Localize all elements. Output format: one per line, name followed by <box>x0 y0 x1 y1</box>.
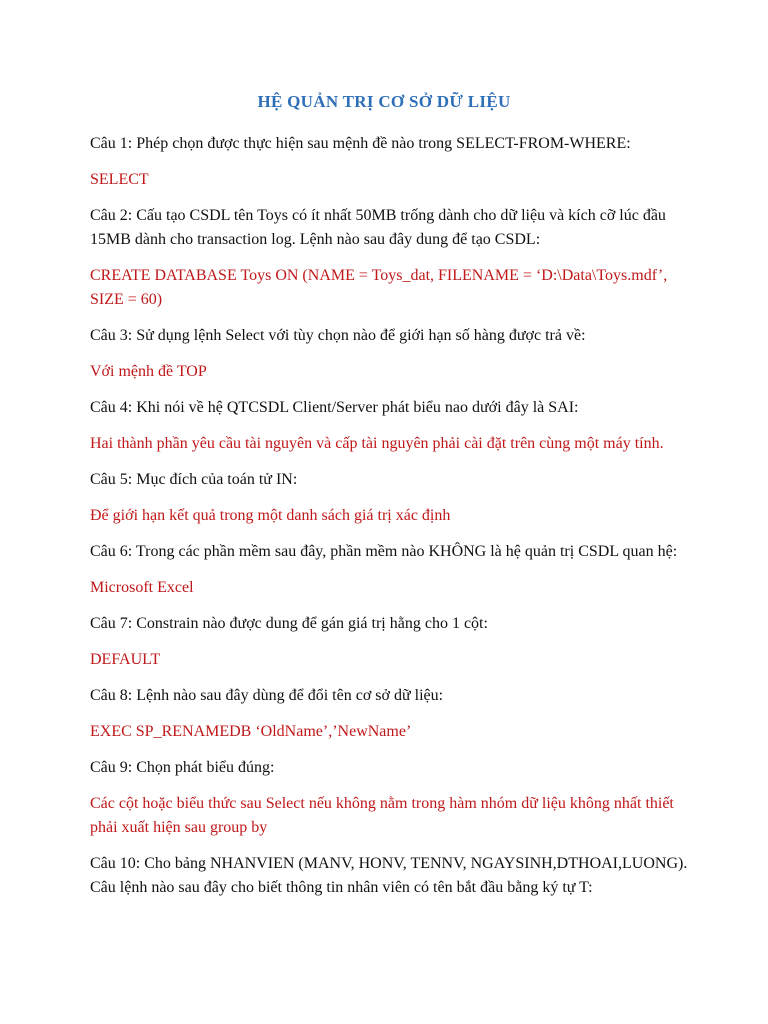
question-block-2 <box>90 204 698 312</box>
question-block-5 <box>90 468 698 528</box>
answer-6: Microsoft Excel <box>90 579 194 596</box>
answer-5: Để giới hạn kết quả trong một danh sách giá trị xác định <box>90 507 451 524</box>
question-1: Câu 1: Phép chọn được thực hiện sau mệnh đề nào trong SELECT-FROM-WHERE: <box>90 135 631 152</box>
question-4: Câu 4: Khi nói về hệ QTCSDL Client/Server phát biểu nao dưới đây là SAI: <box>90 399 579 416</box>
question-block-1 <box>90 132 698 192</box>
question-3: Câu 3: Sử dụng lệnh Select với tùy chọn nào để giới hạn số hàng được trả về: <box>90 327 586 344</box>
answer-9: Các cột hoặc biểu thức sau Select nếu không nằm trong hàm nhóm dữ liệu không nhất thiết phải xuất hiện sau group by <box>90 795 674 836</box>
question-2: Câu 2: Cấu tạo CSDL tên Toys có ít nhất 50MB trống dành cho dữ liệu và kích cỡ lúc đầu 15MB dành cho transaction log. Lệnh nào sau đây dung để tạo CSDL: <box>90 207 666 248</box>
question-block-7 <box>90 612 698 672</box>
answer-2: CREATE DATABASE Toys ON (NAME = Toys_dat, FILENAME = ‘D:\Data\Toys.mdf’, SIZE = 60) <box>90 267 668 308</box>
question-9: Câu 9: Chọn phát biểu đúng: <box>90 759 275 776</box>
question-6: Câu 6: Trong các phần mềm sau đây, phần mềm nào KHÔNG là hệ quản trị CSDL quan hệ: <box>90 543 678 560</box>
question-7: Câu 7: Constrain nào được dung để gán giá trị hằng cho 1 cột: <box>90 615 488 632</box>
question-5: Câu 5: Mục đích của toán tử IN: <box>90 471 298 488</box>
question-block-6 <box>90 540 698 600</box>
question-block-8 <box>90 684 698 744</box>
answer-3: Với mệnh đề TOP <box>90 363 207 380</box>
document-title: HỆ QUẢN TRỊ CƠ SỞ DỮ LIỆU <box>257 92 511 111</box>
question-10: Câu 10: Cho bảng NHANVIEN (MANV, HONV, TENNV, NGAYSINH,DTHOAI,LUONG). Câu lệnh nào sau đây cho biết thông tin nhân viên có tên bắt đầu bằng ký tự T: <box>90 855 688 896</box>
answer-1: SELECT <box>90 171 149 188</box>
question-block-10 <box>90 852 698 900</box>
question-block-3 <box>90 324 698 384</box>
answer-4: Hai thành phần yêu cầu tài nguyên và cấp tài nguyên phải cài đặt trên cùng một máy tính. <box>90 435 664 452</box>
question-8: Câu 8: Lệnh nào sau đây dùng để đổi tên cơ sở dữ liệu: <box>90 687 444 704</box>
answer-8: EXEC SP_RENAMEDB ‘OldName’,’NewName’ <box>90 723 412 740</box>
question-block-9 <box>90 756 698 840</box>
question-block-4 <box>90 396 698 456</box>
answer-7: DEFAULT <box>90 651 161 668</box>
